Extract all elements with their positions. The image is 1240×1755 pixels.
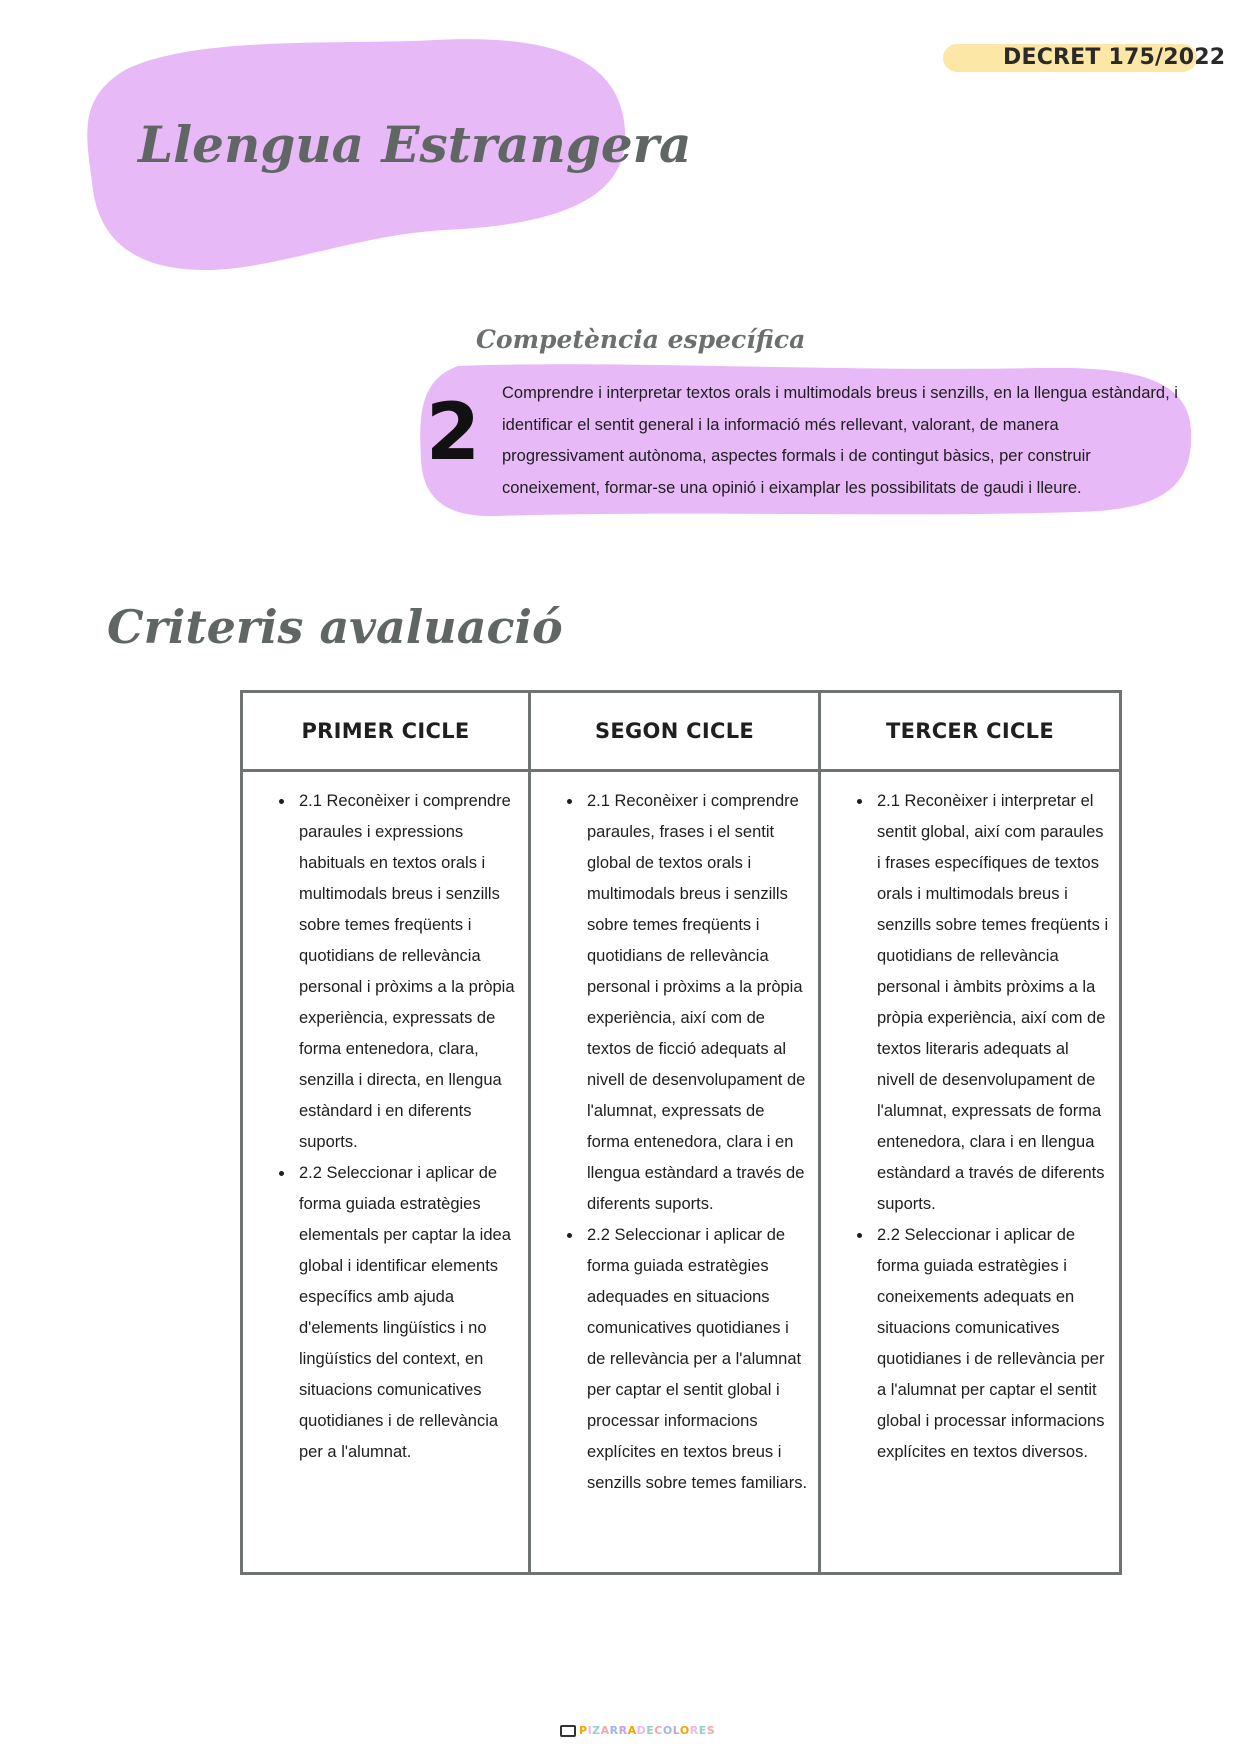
- criteria-item: • 2.1 Reconèixer i comprendre paraules i expressions habituals en textos orals i multimodals breus i senzills sobre temes freqüents i quotidians de rellevància personal i pròxims a la pròpia experiència, expressats de forma entenedora, clara, senzilla i directa, en llengua estàndard i en diferents suports.: [295, 786, 518, 1158]
- criteria-item: • 2.1 Reconèixer i interpretar el sentit global, així com paraules i frases específiques de textos orals i multimodals breus i senzills sobre temes freqüents i quotidians de rellevància personal i àmbits pròxims a la pròpia experiència, així com de textos literaris adequats al nivell de desenvolupament de l'alumnat, expressats de forma entenedora, clara i en llengua estàndard a través de diferents suports.: [873, 786, 1109, 1220]
- column-header-primer-cicle: PRIMER CICLE: [242, 692, 530, 771]
- criteria-item: • 2.1 Reconèixer i comprendre paraules, frases i el sentit global de textos orals i multimodals breus i senzills sobre temes freqüents i quotidians de rellevància personal i pròxims a la pròpia experiència, així com de textos de ficció adequats al nivell de desenvolupament de l'alumnat, expressats de forma entenedora, clara i en llengua estàndard a través de diferents suports.: [583, 786, 808, 1220]
- criteria-item: • 2.2 Seleccionar i aplicar de forma guiada estratègies elementals per captar la idea global i identificar elements específics amb ajuda d'elements lingüístics i no lingüístics del context, en situacions comunicatives quotidianes i de rellevància per a l'alumnat.: [295, 1158, 518, 1468]
- criteris-title: Criteris avaluació: [107, 600, 563, 654]
- column-header-segon-cicle: SEGON CICLE: [530, 692, 820, 771]
- brand-name: PIZARRADECOLORES: [579, 1724, 716, 1737]
- criteria-list: [531, 786, 808, 1499]
- competencia-number: 2: [425, 388, 481, 478]
- column-header-tercer-cicle: TERCER CICLE: [820, 692, 1121, 771]
- cell-primer-cicle: [242, 771, 530, 1574]
- competencia-label: Competència específica: [476, 325, 806, 354]
- criteria-table: [240, 690, 1122, 1575]
- decret-badge: DECRET 175/2022: [1003, 45, 1226, 70]
- criteria-list: [243, 786, 518, 1468]
- tv-icon: [560, 1725, 576, 1737]
- criteria-list: [821, 786, 1109, 1468]
- footer-logo: [560, 1720, 716, 1742]
- table-header-row: [242, 692, 1121, 771]
- criteria-item: • 2.2 Seleccionar i aplicar de forma guiada estratègies i coneixements adequats en situacions comunicatives quotidianes i de rellevància per a l'alumnat per captar el sentit global i processar informacions explícites en textos diversos.: [873, 1220, 1109, 1468]
- table-row: [242, 771, 1121, 1574]
- criteria-item: • 2.2 Seleccionar i aplicar de forma guiada estratègies adequades en situacions comunicatives quotidianes i de rellevància per a l'alumnat per captar el sentit global i processar informacions explícites en textos breus i senzills sobre temes familiars.: [583, 1220, 808, 1499]
- cell-tercer-cicle: [820, 771, 1121, 1574]
- cell-segon-cicle: [530, 771, 820, 1574]
- page-title: Llengua Estrangera: [138, 115, 692, 174]
- competencia-text: Comprendre i interpretar textos orals i multimodals breus i senzills, en la llengua estàndard, i identificar el sentit general i la informació més rellevant, valorant, de manera progressivament autònoma, aspectes formals i de contingut bàsics, per construir coneixement, formar-se una opinió i eixamplar les possibilitats de gaudi i lleure.: [502, 384, 1178, 497]
